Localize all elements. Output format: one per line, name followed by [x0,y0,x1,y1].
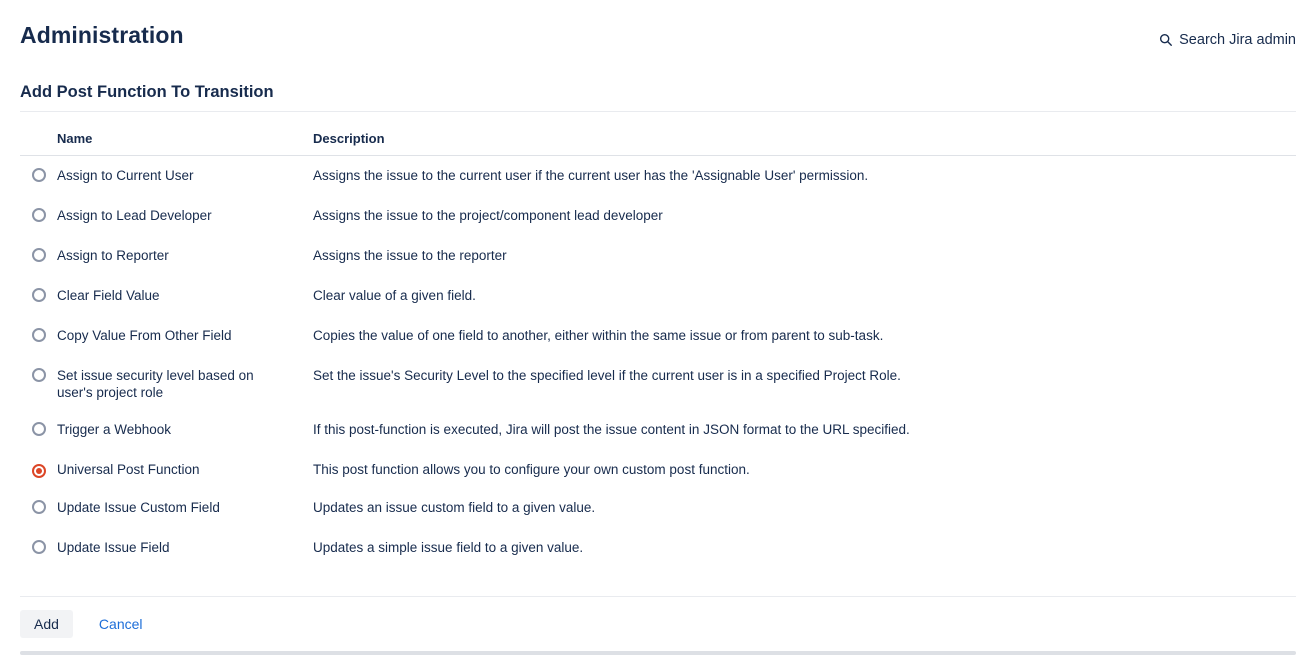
post-function-description: Assigns the issue to the reporter [313,248,507,263]
post-function-description: Updates an issue custom field to a given value. [313,500,596,515]
post-function-name: Assign to Reporter [57,248,169,263]
post-function-description: Set the issue's Security Level to the specified level if the current user is in a specified Project Role. [313,368,901,383]
add-button[interactable]: Add [20,610,73,638]
table-row [20,411,1296,451]
column-header-description: Description [313,131,385,146]
radio-cell [20,421,57,441]
post-function-name: Update Issue Field [57,540,170,555]
post-function-radio[interactable] [32,208,46,222]
post-function-name: Trigger a Webhook [57,422,172,437]
post-function-name: Copy Value From Other Field [57,328,232,343]
post-function-radio[interactable] [32,288,46,302]
post-function-name: Clear Field Value [57,288,160,303]
post-function-description: Updates a simple issue field to a given value. [313,540,584,555]
post-function-name: Assign to Current User [57,168,194,183]
search-jira-admin[interactable] [1159,32,1296,48]
table-row [20,489,1296,529]
post-function-description: Assigns the issue to the current user if the current user has the 'Assignable User' permission. [313,168,869,183]
radio-cell [20,327,57,347]
post-function-description: Clear value of a given field. [313,288,476,303]
table-row [20,529,1296,569]
table-row [20,451,1296,489]
bottom-divider [20,651,1296,655]
post-function-radio[interactable] [32,500,46,514]
post-function-description: Copies the value of one field to another, either within the same issue or from parent to sub-task. [313,328,884,343]
page-header [20,0,1296,49]
table-body [20,156,1296,569]
cancel-link[interactable]: Cancel [98,616,143,632]
radio-cell [20,247,57,267]
post-function-description: If this post-function is executed, Jira will post the issue content in JSON format to the URL specified. [313,422,910,437]
post-function-radio[interactable] [32,368,46,382]
table-row [20,357,1296,411]
radio-cell [20,539,57,559]
table-row [20,317,1296,357]
table-row [20,237,1296,277]
post-function-radio[interactable] [32,540,46,554]
page-title: Administration [20,22,184,48]
post-function-table [20,112,1296,569]
table-header-row [20,112,1296,156]
radio-cell [20,367,57,387]
search-icon [1159,33,1173,47]
post-function-description: Assigns the issue to the project/component lead developer [313,208,663,223]
post-function-radio-selected[interactable] [32,464,46,478]
post-function-name: Assign to Lead Developer [57,208,212,223]
post-function-name: Universal Post Function [57,462,200,477]
radio-cell [20,287,57,307]
section-title: Add Post Function To Transition [20,83,1296,112]
radio-cell [20,499,57,519]
header-spacer [20,112,57,140]
post-function-name: Set issue security level based on user's project role [57,368,254,400]
post-function-radio[interactable] [32,168,46,182]
radio-cell [20,167,57,187]
post-function-name: Update Issue Custom Field [57,500,220,515]
column-header-name: Name [57,131,93,146]
radio-cell [20,461,57,479]
table-row [20,197,1296,237]
search-label: Search Jira admin [1179,31,1296,48]
table-row [20,156,1296,197]
post-function-radio[interactable] [32,328,46,342]
post-function-description: This post function allows you to configure your own custom post function. [313,462,750,477]
post-function-radio[interactable] [32,248,46,262]
post-function-radio[interactable] [32,422,46,436]
radio-cell [20,207,57,227]
table-row [20,277,1296,317]
